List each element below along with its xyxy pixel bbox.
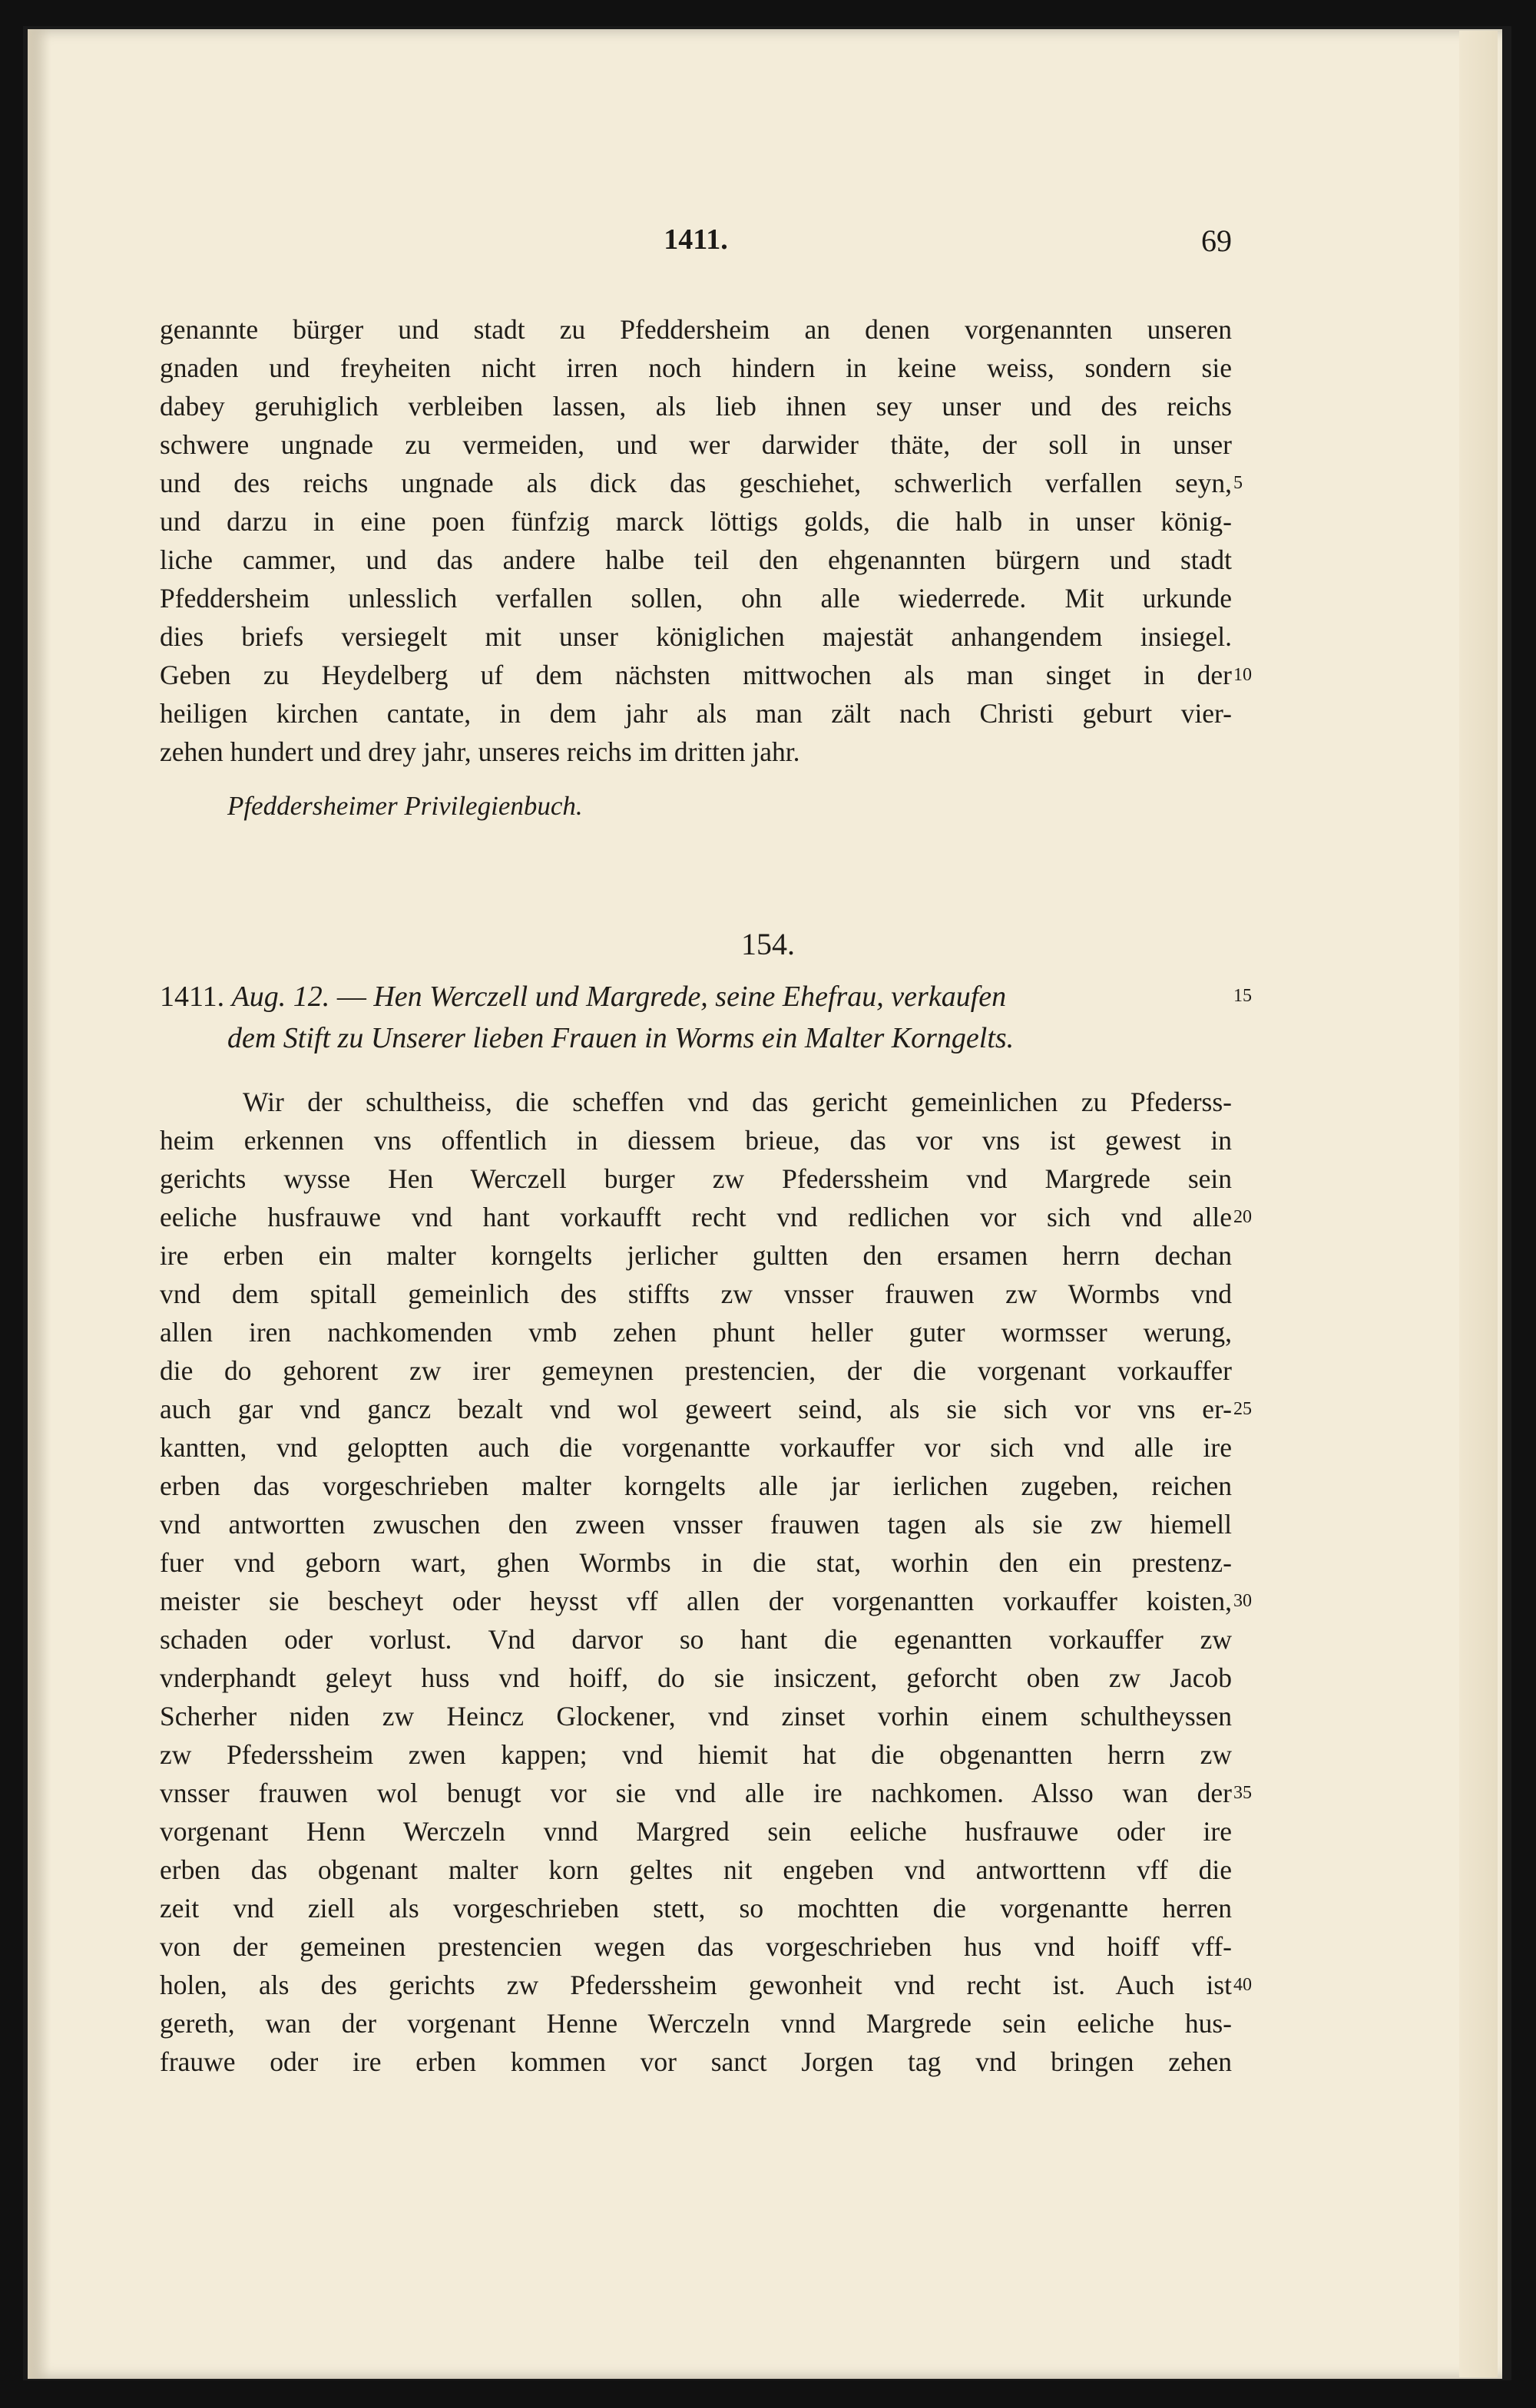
line-number: 20 bbox=[1233, 1207, 1252, 1227]
page-edge bbox=[1459, 31, 1498, 2377]
text-line: vnderphandt geleyt huss vnd hoiff, do sie insiczent, geforcht oben zw Jacob bbox=[160, 1662, 1232, 1693]
line-number: 30 bbox=[1233, 1591, 1252, 1611]
text-line: erben das vorgeschrieben malter korngelts alle jar ierlichen zugeben, reichen bbox=[160, 1470, 1232, 1501]
binding-shadow bbox=[28, 29, 51, 2379]
text-line: Pfeddersheim unlesslich verfallen sollen, ohn alle wiederrede. Mit urkunde bbox=[160, 583, 1232, 614]
text-line: schwere ungnade zu vermeiden, und wer darwider thäte, der soll in unser bbox=[160, 429, 1232, 460]
text-line: vnd antwortten zwuschen den zween vnsser frauwen tagen als sie zw hiemell bbox=[160, 1509, 1232, 1540]
text-line: frauwe oder ire erben kommen vor sanct Jorgen tag vnd bringen zehen bbox=[160, 2046, 1232, 2077]
text-line: ire erben ein malter korngelts jerlicher gultten den ersamen herrn dechan bbox=[160, 1240, 1232, 1271]
text-line: allen iren nachkomenden vmb zehen phunt heller guter wormsser werung, bbox=[160, 1317, 1232, 1348]
line-number: 10 bbox=[1233, 665, 1252, 685]
text-line: von der gemeinen prestencien wegen das vorgeschrieben hus vnd hoiff vff- bbox=[160, 1931, 1232, 1962]
text-line: kantten, vnd geloptten auch die vorgenantte vorkauffer vor sich vnd alle ire bbox=[160, 1432, 1232, 1463]
text-line: heiligen kirchen cantate, in dem jahr als man zält nach Christi geburt vier- bbox=[160, 698, 1232, 729]
running-header bbox=[160, 223, 1232, 269]
text-line: genannte bürger und stadt zu Pfeddersheim an denen vorgenannten unseren bbox=[160, 314, 1232, 345]
text-line: erben das obgenant malter korn geltes nit engeben vnd antworttenn vff die bbox=[160, 1854, 1232, 1885]
regest-line-1: Hen Werczell und Margrede, seine Ehefrau, verkaufen bbox=[373, 981, 1007, 1013]
text-line: zw Pfederssheim zwen kappen; vnd hiemit hat die obgenantten herrn zw bbox=[160, 1739, 1232, 1770]
regest-date: 1411. bbox=[160, 981, 225, 1013]
line-number: 25 bbox=[1233, 1399, 1252, 1419]
text-line: gnaden und freyheiten nicht irren noch hindern in keine weiss, sondern sie bbox=[160, 352, 1232, 383]
text-line: zeit vnd ziell als vorgeschrieben stett, so mochtten die vorgenantte herren bbox=[160, 1893, 1232, 1923]
line-number: 15 bbox=[1233, 986, 1252, 1006]
line-number: 5 bbox=[1233, 473, 1243, 493]
text-line: gereth, wan der vorgenant Henne Werczeln vnnd Margrede sein eeliche hus- bbox=[160, 2008, 1232, 2039]
regest-line-2: dem Stift zu Unserer lieben Frauen in Worms ein Malter Korngelts. bbox=[227, 1022, 1015, 1054]
text-line: heim erkennen vns offentlich in diessem brieue, das vor vns ist gewest in bbox=[160, 1125, 1232, 1156]
text-line: gerichts wysse Hen Werczell burger zw Pfederssheim vnd Margrede sein bbox=[160, 1163, 1232, 1194]
regest-date-day: Aug. 12. bbox=[231, 981, 330, 1013]
page-number: 69 bbox=[1201, 223, 1232, 258]
text-line: liche cammer, und das andere halbe teil den ehgenannten bürgern und stadt bbox=[160, 544, 1232, 575]
line-number: 40 bbox=[1233, 1975, 1252, 1995]
text-line: und darzu in eine poen fünfzig marck löttigs golds, die halb in unser könig- bbox=[160, 506, 1232, 537]
document-number: 154. bbox=[741, 927, 795, 961]
text-line: fuer vnd geborn wart, ghen Wormbs in die stat, worhin den ein prestenz- bbox=[160, 1547, 1232, 1578]
text-line: vorgenant Henn Werczeln vnnd Margred sein eeliche husfrauwe oder ire bbox=[160, 1816, 1232, 1847]
text-line: und des reichs ungnade als dick das geschiehet, schwerlich verfallen seyn, bbox=[160, 468, 1232, 498]
regest-heading bbox=[160, 977, 1232, 1017]
text-line: schaden oder vorlust. Vnd darvor so hant die egenantten vorkauffer zw bbox=[160, 1624, 1232, 1655]
text-line: holen, als des gerichts zw Pfederssheim gewonheit vnd recht ist. Auch ist bbox=[160, 1970, 1232, 2000]
line-number: 35 bbox=[1233, 1783, 1252, 1803]
text-line: auch gar vnd gancz bezalt vnd wol geweert seind, als sie sich vor vns er- bbox=[160, 1394, 1232, 1424]
text-line: Scherher niden zw Heincz Glockener, vnd zinset vorhin einem schultheyssen bbox=[160, 1701, 1232, 1732]
source-citation: Pfeddersheimer Privilegienbuch. bbox=[227, 791, 583, 821]
text-line: zehen hundert und drey jahr, unseres reichs im dritten jahr. bbox=[160, 736, 800, 767]
header-year: 1411. bbox=[664, 223, 728, 256]
text-line: vnsser frauwen wol benugt vor sie vnd alle ire nachkomen. Alsso wan der bbox=[160, 1778, 1232, 1808]
text-line: dabey geruhiglich verbleiben lassen, als lieb ihnen sey unser und des reichs bbox=[160, 391, 1232, 422]
text-line: dies briefs versiegelt mit unser königlichen majestät anhangendem insiegel. bbox=[160, 621, 1232, 652]
text-line: eeliche husfrauwe vnd hant vorkaufft recht vnd redlichen vor sich vnd alle bbox=[160, 1202, 1232, 1232]
text-line: die do gehorent zw irer gemeynen prestencien, der die vorgenant vorkauffer bbox=[160, 1355, 1232, 1386]
text-line: Wir der schultheiss, die scheffen vnd das gericht gemeinlichen zu Pfederss- bbox=[243, 1087, 1232, 1117]
text-line: meister sie bescheyt oder heysst vff allen der vorgenantten vorkauffer koisten, bbox=[160, 1586, 1232, 1616]
regest-dash: — bbox=[336, 981, 366, 1013]
text-line: Geben zu Heydelberg uf dem nächsten mittwochen als man singet in der bbox=[160, 660, 1232, 690]
text-line: vnd dem spitall gemeinlich des stiffts zw vnsser frauwen zw Wormbs vnd bbox=[160, 1278, 1232, 1309]
